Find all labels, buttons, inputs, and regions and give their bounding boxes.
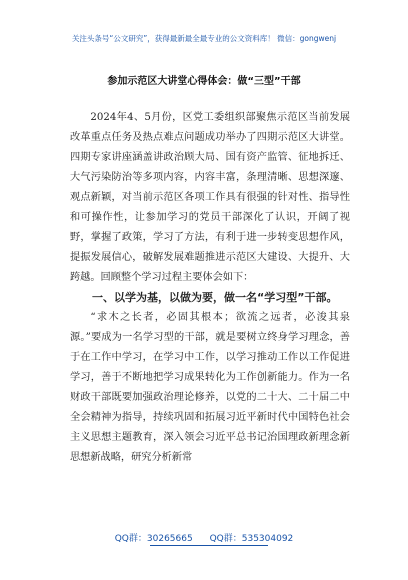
footer-qq-2: QQ群：535304092 [209, 534, 294, 544]
document-title: 参加示范区大讲堂心得体会：做“三型”干部 [107, 76, 301, 87]
section-heading: 一、以学为基，以做为要，做一名“学习型”干部。 [92, 291, 338, 304]
document-body [70, 108, 350, 468]
footer-qq-1: QQ群：30265665 [114, 534, 193, 544]
footer-qq-groups [0, 531, 408, 544]
header-notice: 关注头条号“公文研究”，获得最新最全最专业的公文资料库！ 微信：gongwenj [71, 34, 337, 43]
footer-underline [150, 545, 268, 546]
intro-paragraph: 2024年4、5月份，区党工委组织部聚焦示范区当前发展改革重点任务及热点难点问题成功举办了四期示范区大讲堂。四期专家讲座涵盖讲政治顾大局、国有资产监管、征地拆迁、大气污染防治等多项内容，内容丰富，条理清晰、思想深邃、观点新颖，对当前示范区各项工作具有很强的针对性、指导性和可操作性，让参加学习的党员干部深化了认识，开阔了视野，掌握了政策，学习了方法，有利于进一步转变思想作风，提振发展信心，破解发展难题推进示范区大建设、大提升、大跨越。回顾整个学习过程主要体会如下： [70, 112, 350, 283]
section-paragraph: “求木之长者，必固其根本；欲流之远者，必浚其泉源。”要成为一名学习型的干部，就是要树立终身学习理念，善于在工作中学习，在学习中工作，以学习推动工作以工作促进学习，善于不断地把学习成果转化为工作创新能力。作为一名财政干部既要加强政治理论修养，以党的二十大、二十届二中全会精神为指导，持续巩固和拓展习近平新时代中国特色社会主义思想主题教育，深入领会习近平总书记治国理政新理念新思想新战略，研究分析新常 [70, 312, 350, 463]
